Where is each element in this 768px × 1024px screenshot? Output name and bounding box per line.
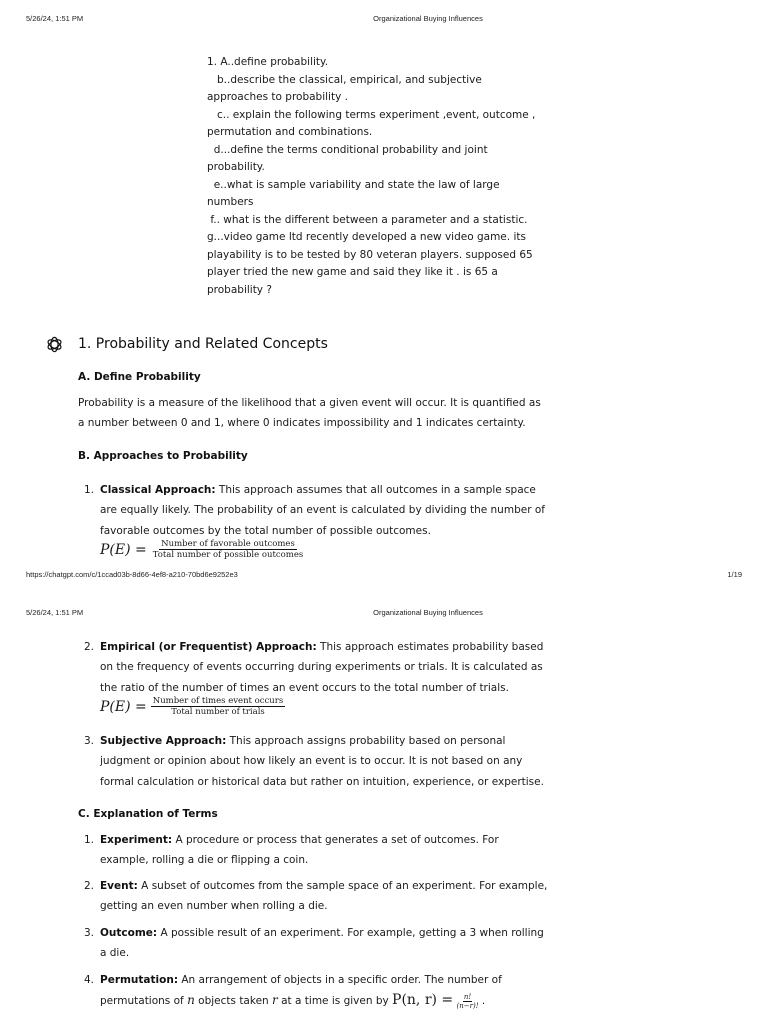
empirical-formula [100, 696, 285, 717]
formula-denominator: Total number of possible outcomes [152, 550, 304, 560]
formula-numerator: Number of favorable outcomes [161, 539, 295, 549]
section-c-heading: C. Explanation of Terms [78, 808, 218, 820]
formula-denominator: Total number of trials [171, 707, 265, 717]
term-label: Empirical (or Frequentist) Approach: [100, 641, 317, 653]
list-item [78, 970, 548, 1012]
term-text: This approach assigns probability based on personal judgment or opinion about how likely an event is to occur. It is not based on any formal calculation or historical data but rather on intuition, experience, or expertise. [100, 735, 544, 788]
term-text: A possible result of an experiment. For example, getting a 3 when rolling a die. [100, 927, 544, 960]
list-number: 2. [83, 880, 94, 892]
formula-fraction [151, 696, 285, 717]
term-label: Subjective Approach: [100, 735, 227, 747]
list-number: 1. [83, 484, 94, 496]
term-text: An arrangement of objects in a specific order. The number of permutations of [100, 974, 502, 1008]
term-label: Experiment: [100, 834, 173, 846]
section-b-heading: B. Approaches to Probability [78, 450, 248, 462]
list-item [78, 731, 548, 792]
formula-denominator: (n−r)! [456, 1001, 479, 1010]
formula-fraction [457, 993, 479, 1010]
formula-lhs: P(E) = [100, 541, 147, 558]
term-text: at a time is given by [277, 995, 393, 1008]
math-variable: r [272, 993, 278, 1008]
term-text: This approach assumes that all outcomes in a sample space are equally likely. The probability of an event is calculated by dividing the number of favorable outcomes by the total number of possible outcomes. [100, 484, 545, 537]
user-message: 1. A..define probability. b..describe the classical, empirical, and subjective approaches to probability . c.. explain the following terms experiment ,event, outcome , permutation and combinations. d...define the terms conditional probability and joint probability. e..what is sample variability and state the law of large numbers f.. what is the different between a parameter and a statistic. g...video game ltd recently developed a new video game. its playability is to be tested by 80 veteran players. supposed 65 player tried the new game and said they like it . is 65 a probability ? [207, 56, 536, 296]
list-number: 2. [83, 641, 94, 653]
formula-numerator: n! [463, 992, 472, 1001]
classical-formula [100, 539, 305, 560]
term-text: . [478, 995, 486, 1008]
page-number: 1/19 [727, 570, 742, 579]
list-number: 1. [83, 834, 94, 846]
list-number: 3. [83, 735, 94, 747]
formula-numerator: Number of times event occurs [152, 696, 284, 706]
formula-lhs: P(E) = [100, 698, 147, 715]
term-label: Permutation: [100, 974, 179, 986]
formula-fraction [151, 539, 305, 560]
section-a-text: Probability is a measure of the likelihood that a given event will occur. It is quantified as a number between 0 and 1, where 0 indicates impossibility and 1 indicates certainty. [78, 397, 541, 429]
chatgpt-logo-icon [45, 335, 64, 354]
list-number: 3. [83, 927, 94, 939]
list-item [78, 480, 548, 541]
list-item [78, 876, 548, 917]
term-text: objects taken [194, 995, 273, 1008]
term-label: Event: [100, 880, 138, 892]
formula-lhs: P(n, r) = [392, 992, 454, 1009]
page-url: https://chatgpt.com/c/1ccad03b-8d66-4ef8-a210-70bd6e9252e3 [26, 570, 238, 579]
list-item [78, 923, 548, 964]
document-title: Organizational Buying Influences [373, 14, 483, 23]
term-text: A subset of outcomes from the sample space of an experiment. For example, getting an even number when rolling a die. [100, 880, 548, 913]
list-item [78, 637, 548, 698]
term-text: This approach estimates probability based on the frequency of events occurring during experiments or trials. It is calculated as the ratio of the number of times an event occurs to the total number of trials. [100, 641, 544, 694]
print-datetime: 5/26/24, 1:51 PM [26, 608, 84, 617]
print-datetime: 5/26/24, 1:51 PM [26, 14, 84, 23]
term-label: Outcome: [100, 927, 158, 939]
term-text: A procedure or process that generates a set of outcomes. For example, rolling a die or flipping a coin. [100, 834, 499, 867]
section-a-heading: A. Define Probability [78, 371, 201, 383]
list-number: 4. [83, 974, 94, 986]
list-item [78, 830, 548, 871]
response-title: 1. Probability and Related Concepts [78, 336, 328, 352]
term-label: Classical Approach: [100, 484, 216, 496]
math-variable: n [187, 993, 195, 1008]
document-title: Organizational Buying Influences [373, 608, 483, 617]
